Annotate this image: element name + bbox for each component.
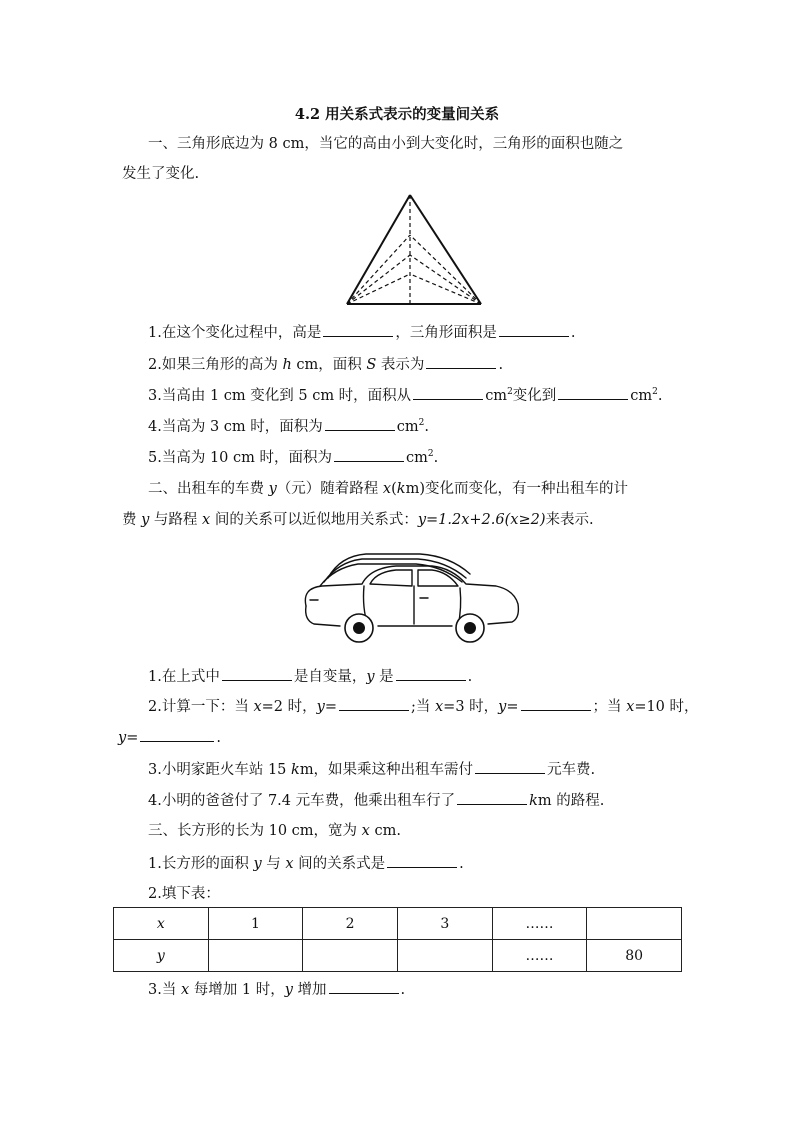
part1-q5 [148, 447, 438, 468]
table-cell-blank[interactable] [303, 940, 398, 972]
part1-q5-text-a: 5.当高为 10 cm 时，面积为 [148, 450, 332, 466]
part1-q2-text-c: 表示为 [376, 357, 425, 373]
part1-q3-unit-1: cm [485, 388, 508, 404]
part2-q1-text-a: 1.在上式中 [148, 669, 220, 685]
table-cell: 80 [587, 940, 682, 972]
part2-q2-text-h: . [216, 730, 221, 746]
part1-q4-text-a: 4.当高为 3 cm 时，面积为 [148, 419, 323, 435]
taxi-car-figure [300, 548, 524, 648]
part3-q1-blank[interactable] [387, 853, 457, 868]
dashed-side-3 [347, 255, 410, 304]
part2-intro-text-b3: 间的关系可以近似地用关系式： [210, 512, 418, 528]
part2-intro-formula: y=1.2x+2.6(x≥2) [417, 512, 546, 528]
part1-q3-text-e: . [657, 388, 663, 404]
part2-intro-text-a3: ( [391, 481, 397, 497]
part2-intro-text-a4: m)变化而变化，有一种出租车的计 [405, 481, 628, 497]
part1-q2-var-s: S [366, 357, 377, 373]
part1-q4-unit: cm [396, 419, 419, 435]
part2-q2-var-y-2: y [498, 699, 507, 715]
part2-q2-var-x-1: x [253, 699, 262, 715]
part1-q4-sup: 2 [418, 418, 425, 429]
triangle-left-side [347, 195, 410, 304]
car-rear-hub [464, 622, 476, 634]
part2-q3 [148, 759, 595, 780]
part1-q5-blank[interactable] [334, 447, 404, 462]
part1-q2-var-h: h [282, 357, 292, 373]
part3-q3-var-x: x [180, 982, 190, 998]
part2-q2-var-x-2: x [434, 699, 444, 715]
part3-intro-var-x: x [361, 823, 370, 839]
part2-intro-var-x: x [382, 481, 392, 497]
part2-intro-var-y-2: y [141, 512, 150, 528]
part2-q4-text-a: 4.小明的爸爸付了 7.4 元车费，他乘出租车行了 [148, 793, 456, 809]
part2-q3-unit-k: k [291, 762, 300, 778]
part3-q3-blank[interactable] [329, 979, 399, 994]
part1-q3 [148, 385, 663, 406]
part2-intro-text-a1: 二、出租车的车费 [148, 481, 269, 497]
triangle-figure [340, 188, 490, 308]
car-front-hub [353, 622, 365, 634]
part2-q2-eq-1: = [324, 699, 337, 715]
table-cell-header-x: x [114, 908, 209, 940]
triangle-right-side [410, 195, 481, 304]
car-window-front [370, 570, 412, 586]
table-cell-blank[interactable] [397, 940, 492, 972]
part2-q1-var-y: y [366, 669, 375, 685]
table-row-y [114, 940, 682, 972]
part1-q1 [148, 322, 575, 343]
part1-q3-blank-2[interactable] [558, 385, 628, 400]
part2-intro-unit-k: k [396, 481, 406, 497]
part1-q5-text-c: . [433, 450, 439, 466]
part2-q2 [148, 696, 699, 717]
table-cell-ellipsis: …… [492, 908, 587, 940]
part2-intro-text-a2: （元）随着路程 [276, 481, 383, 497]
part3-q3-text-a: 3.当 [148, 982, 181, 998]
part1-q3-text-c: 变化到 [512, 388, 557, 404]
part1-intro-line1: 一、三角形底边为 8 cm，当它的高由小到大变化时，三角形的面积也随之 [148, 136, 624, 152]
part1-q1-text-a: 1.在这个变化过程中，高是 [148, 325, 322, 341]
part1-q2-text-b: cm，面积 [291, 357, 367, 373]
part1-q2 [148, 354, 503, 375]
part3-q1-text-c: 间的关系式是 [293, 856, 386, 872]
part2-q2-blank-3[interactable] [140, 727, 214, 742]
part2-q4-blank[interactable] [457, 790, 527, 805]
part2-q2-eq-2: = [506, 699, 519, 715]
part2-q2-var-y-3: y [118, 730, 127, 746]
part1-intro-line2: 发生了变化. [122, 166, 200, 182]
part3-q3 [148, 979, 405, 1000]
dashed-side-4 [410, 255, 481, 304]
part2-q3-text-b: m，如果乘这种出租车需付 [299, 762, 474, 778]
part2-intro-text-b2: 与路程 [149, 512, 203, 528]
table-cell-ellipsis: …… [492, 940, 587, 972]
part2-q2-blank-2[interactable] [521, 696, 591, 711]
part1-q3-sup-2: 2 [652, 387, 658, 398]
part2-q1-text-c: 是 [374, 669, 394, 685]
part2-intro-var-y: y [268, 481, 277, 497]
part2-q1-blank-2[interactable] [396, 666, 466, 681]
table-row-x [114, 908, 682, 940]
table-cell-header-y: y [114, 940, 209, 972]
part1-q4-text-c: . [424, 419, 429, 435]
part1-q2-text-d: . [498, 357, 504, 373]
part3-intro-text-a: 三、长方形的长为 10 cm，宽为 [148, 823, 362, 839]
part3-intro-text-b: cm. [369, 823, 401, 839]
table-cell: 3 [397, 908, 492, 940]
part1-q5-sup: 2 [427, 449, 434, 460]
part3-q2: 2.填下表： [148, 886, 220, 902]
part2-q2-var-y-1: y [316, 699, 325, 715]
part2-q1-blank-1[interactable] [222, 666, 292, 681]
part2-q1 [148, 666, 472, 687]
dashed-side-2 [410, 235, 481, 304]
part3-q1-text-b: 与 [261, 856, 286, 872]
part2-q1-text-b: 是自变量， [293, 669, 367, 685]
part2-intro-line1 [148, 479, 628, 499]
part2-q4 [148, 790, 604, 811]
part3-q3-text-d: . [400, 982, 406, 998]
part2-q2-text-a: 2.计算一下：当 [148, 699, 254, 715]
part2-q4-text-b: m 的路程. [537, 793, 605, 809]
part3-q1-text-d: . [459, 856, 464, 872]
table-cell: 1 [208, 908, 303, 940]
part1-q4-blank[interactable] [325, 416, 395, 431]
part2-intro-line2 [122, 510, 594, 530]
part2-q3-blank[interactable] [475, 759, 545, 774]
part2-q3-text-a: 3.小明家距火车站 15 [148, 762, 292, 778]
part2-q2-blank-1[interactable] [339, 696, 409, 711]
part3-intro [148, 821, 401, 841]
part1-q2-text-a: 2.如果三角形的高为 [148, 357, 283, 373]
dashed-side-1 [347, 235, 410, 304]
part2-q2-text-g: =10 时， [634, 699, 699, 715]
part2-q2-text-b: =2 时， [261, 699, 317, 715]
part3-q1-text-a: 1.长方形的面积 [148, 856, 254, 872]
table-cell-blank[interactable] [587, 908, 682, 940]
page-title: 4.2 用关系式表示的变量间关系 [294, 106, 500, 123]
table-cell-blank[interactable] [208, 940, 303, 972]
part2-q2-eq-3: = [126, 730, 139, 746]
part2-intro-text-b1: 费 [122, 512, 142, 528]
part2-q1-text-d: . [467, 669, 473, 685]
values-table [113, 907, 682, 972]
part1-q3-text-a: 3.当高由 1 cm 变化到 5 cm 时，面积从 [148, 388, 412, 404]
part2-q2-text-f: ；当 [592, 699, 627, 715]
part1-q4 [148, 416, 429, 437]
part2-q2-text-d: ;当 [410, 699, 435, 715]
part3-q1-var-x: x [285, 856, 294, 872]
part2-intro-text-b4: 来表示. [545, 512, 594, 528]
part1-q3-unit-2: cm [630, 388, 653, 404]
car-body-front [306, 606, 340, 626]
part3-q3-text-b: 每增加 1 时， [189, 982, 285, 998]
part3-q3-var-y: y [284, 982, 293, 998]
part2-q2-text-e: =3 时， [443, 699, 499, 715]
part2-q2-var-x-3: x [626, 699, 635, 715]
part3-q1 [148, 853, 464, 874]
part1-q5-unit: cm [405, 450, 428, 466]
part1-q1-text-c: . [570, 325, 576, 341]
part2-q4-unit-k: k [529, 793, 538, 809]
part1-q1-blank-2[interactable] [499, 322, 569, 337]
table-cell: 2 [303, 908, 398, 940]
part1-q1-blank-1[interactable] [323, 322, 393, 337]
part1-q1-text-b: ，三角形面积是 [395, 325, 497, 341]
part1-q2-blank[interactable] [426, 354, 496, 369]
part3-q1-var-y: y [253, 856, 262, 872]
part1-q3-blank-1[interactable] [413, 385, 483, 400]
part2-q2-continued [118, 727, 221, 748]
part1-q3-sup-1: 2 [507, 387, 513, 398]
part3-q3-text-c: 增加 [292, 982, 327, 998]
part2-intro-var-x-2: x [202, 512, 211, 528]
part2-q3-text-c: 元车费. [547, 762, 596, 778]
